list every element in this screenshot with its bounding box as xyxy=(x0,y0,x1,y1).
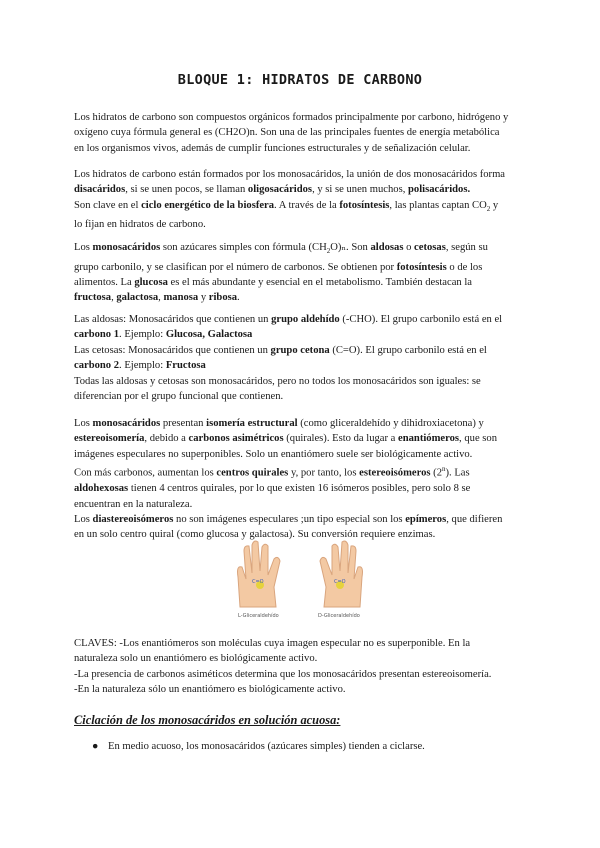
text-line: aldohexosas tienen 4 centros quirales, por lo que existen 16 isómeros posibles, pero solo 8 se xyxy=(74,483,471,495)
text-line: Son clave en el ciclo energético de la biosfera. A través de la fotosíntesis, las plantas captan $CO_2$ y xyxy=(74,199,499,213)
right-caption: D-Gliceraldehído xyxy=(318,613,360,619)
text-line: alimentos. La glucosa es el más abundante y esencial en el metabolismo. También destacan la xyxy=(74,276,472,288)
text-line: en un solo centro quiral (como glucosa y galactosa). Su conversión requiere enzimas. xyxy=(74,529,436,541)
isomerism-paragraph xyxy=(74,416,530,543)
right-hand-image xyxy=(318,541,363,619)
text-line: Los diastereoisómeros no son imágenes especulares ;un tipo especial son los epímeros, que difieren xyxy=(74,513,503,525)
section-heading: Ciclación de los monosacáridos en solución acuosa: xyxy=(74,713,341,727)
text-line: encuentran en la naturaleza. xyxy=(74,498,193,510)
text-line: oxígeno cuya fórmula general es (CH2O)n. Son una de las principales fuentes de energía metabólica xyxy=(74,127,500,139)
text-line: Todas las aldosas y cetosas son monosacáridos, pero no todos los monosacáridos son iguales: se xyxy=(74,375,481,387)
left-hand-image xyxy=(238,541,281,619)
term-disacaridos: disacáridos xyxy=(74,184,126,196)
text-line: imágenes especulares no superponibles. Solo un enantiómero suele ser biológicamente activo. xyxy=(74,448,473,460)
text-line: Con más carbonos, aumentan los centros quirales y, por tanto, los estereoisómeros (2$^n$). Las xyxy=(74,465,470,479)
carbohydrate-structure-paragraph xyxy=(74,167,530,233)
text-line: Los monosacáridos son azúcares simples con fórmula $(CH_2O)_n$. Son aldosas o cetosas, según su xyxy=(74,242,488,256)
term-oligosacaridos: oligosacáridos xyxy=(247,184,313,196)
term-ciclo-energetico: ciclo energético de la biosfera xyxy=(141,199,275,211)
text-line: carbono 2. Ejemplo: Fructosa xyxy=(74,360,206,372)
text-line: diferencian por el grupo funcional que contienen. xyxy=(74,391,284,403)
aldoses-ketoses-paragraph xyxy=(74,312,530,404)
text-line: grupo carbonilo, y se clasifican por el número de carbonos. Se obtienen por fotosíntesis o de los xyxy=(74,261,483,273)
text-line: en los organismos vivos, además de cumplir funciones estructurales y de señalización celular. xyxy=(74,142,471,154)
claves-paragraph xyxy=(74,636,544,698)
text-line: -La presencia de carbonos asiméticos determina que los monosacáridos presentan estereoisomería. xyxy=(74,668,492,680)
page-title: BLOQUE 1: HIDRATOS DE CARBONO xyxy=(177,72,423,88)
term-polisacaridos: polisacáridos. xyxy=(408,184,471,196)
term-fotosintesis: fotosíntesis xyxy=(339,199,390,211)
text-line: fructosa, galactosa, manosa y ribosa. xyxy=(74,292,240,304)
intro-paragraph xyxy=(74,110,530,156)
text-line: carbono 1. Ejemplo: Glucosa, Galactosa xyxy=(74,329,253,341)
text-line: naturaleza solo un enantiómero es biológicamente activo. xyxy=(74,653,318,665)
text-line: -En la naturaleza sólo un enantiómero es biológicamente activo. xyxy=(74,684,346,696)
text-line: Los monosacáridos presentan isomería estructural (como gliceraldehído y dihidroxiacetona) y xyxy=(74,418,484,429)
bullet-icon: ● xyxy=(92,741,99,752)
chirality-hands-figure xyxy=(230,537,370,619)
text-line: disacáridos, si se unen pocos, se llaman oligosacáridos, y si se unen muchos, polisacáridos. xyxy=(74,184,471,196)
bullet-text: En medio acuoso, los monosacáridos (azúcares simples) tienden a ciclarse. xyxy=(108,741,425,752)
text-line: estereoisomería, debido a carbonos asimétricos (quirales). Esto da lugar a enantiómeros, que son xyxy=(74,433,498,445)
text-line: lo fijan en hidratos de carbono. xyxy=(74,219,206,231)
text-line: Las cetosas: Monosacáridos que contienen un grupo cetona (C=O). El grupo carbonilo está en el xyxy=(74,344,487,356)
text-line: Los hidratos de carbono están formados por los monosacáridos, la unión de dos monosacáridos forma xyxy=(74,169,506,180)
left-caption: L-Gliceraldehído xyxy=(238,613,279,619)
text-line: Los hidratos de carbono son compuestos orgánicos formados principalmente por carbono, hidrógeno y xyxy=(74,112,509,123)
text-line: Las aldosas: Monosacáridos que contienen un grupo aldehído (-CHO). El grupo carbonilo está en el xyxy=(74,314,503,325)
text-line: CLAVES: -Los enantiómeros son moléculas cuya imagen especular no es superponible. En la xyxy=(74,638,471,649)
right-hand-label: C=O xyxy=(334,579,346,585)
monosaccharides-paragraph xyxy=(74,240,530,306)
bullet-item xyxy=(92,741,425,752)
left-hand-label: C=O xyxy=(252,579,264,585)
